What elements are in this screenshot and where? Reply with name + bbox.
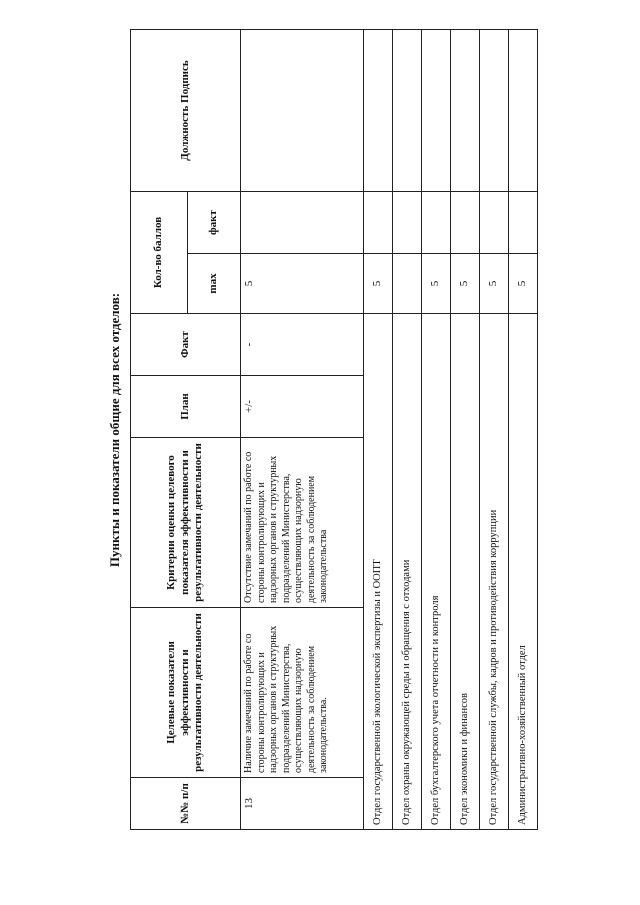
row-fact: - [241,314,364,376]
page-heading: Пункты и показатели общие для всех отделов: [107,292,122,568]
header-points: Кол-во баллов [131,192,188,314]
department-max: 5 [364,254,393,314]
department-row [364,30,393,830]
header-criteria: Критерии оценки целевого показателя эффективности и результативности деятельности [131,438,241,608]
row-target: Наличие замечаний по работе со стороны контролирующих и надзорных органов и структурных подразделений Министерства, осуществляющих надзорную деятельность за соблюдением законодательства. [241,608,364,778]
department-fakt [451,192,480,254]
row-position [241,30,364,192]
department-name: Отдел экономики и финансов [451,314,480,830]
header-plan: План [131,376,241,438]
department-name: Отдел охраны окружающей среды и обращения с отходами [393,314,422,830]
department-name: Отдел государственной службы, кадров и противодействия коррупции [480,314,509,830]
department-row [480,30,509,830]
department-fakt [480,192,509,254]
department-fakt [509,192,538,254]
row-plan: +/- [241,376,364,438]
department-position [393,30,422,192]
department-name: Отдел государственной экологической экспертизы и ООПТ [364,314,393,830]
department-max: 5 [509,254,538,314]
department-max: 5 [480,254,509,314]
rotated-page [100,30,529,830]
row-num: 13 [241,778,364,830]
department-name: Административно-хозяйственный отдел [509,314,538,830]
header-fakt: факт [188,192,241,254]
row-fakt [241,192,364,254]
department-fakt [364,192,393,254]
row-max: 5 [241,254,364,314]
department-fakt [422,192,451,254]
department-name: Отдел бухгалтерского учета отчетности и контроля [422,314,451,830]
department-row [509,30,538,830]
department-row [422,30,451,830]
criteria-table [130,29,538,830]
row-criteria: Отсутствие замечаний по работе со стороны контролирующих и надзорных органов и структурных подразделений Министерства, осуществляющих надзорную деятельность за соблюдением законодательства [241,438,364,608]
department-position [422,30,451,192]
table-row [241,30,364,830]
department-max: 5 [451,254,480,314]
department-position [451,30,480,192]
department-max: 5 [422,254,451,314]
department-row [451,30,480,830]
department-position [480,30,509,192]
header-position: Должность Подпись [131,30,241,192]
department-max [393,254,422,314]
department-position [364,30,393,192]
header-fact: Факт [131,314,241,376]
header-num: №№ п/п [131,778,241,830]
header-target: Целевые показатели эффективности и результативности деятельности [131,608,241,778]
department-fakt [393,192,422,254]
header-max: max [188,254,241,314]
header-row [131,30,188,830]
department-position [509,30,538,192]
department-row [393,30,422,830]
